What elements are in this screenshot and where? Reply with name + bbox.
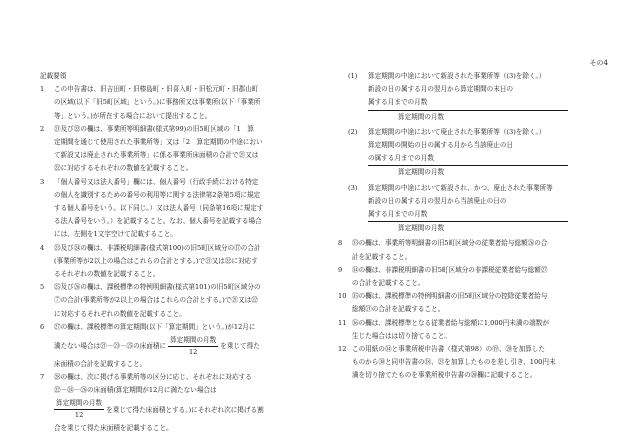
item-number: (1) (348, 72, 358, 80)
text-line: 算定期間の中途において新設された事業所等（(3)を除く。） (368, 72, 546, 80)
instruction-11 (338, 317, 593, 343)
fraction-denominator: 算定期間の月数 (398, 168, 445, 177)
instruction-7 (40, 371, 320, 435)
fraction-denominator: 12 (74, 411, 84, 420)
text-line: 満を切り捨てたものを事業所税申告書の㉘欄に記載すること。 (352, 371, 537, 380)
formula-line (54, 334, 320, 358)
text-line: には、左側を1文字空けて記載すること。 (54, 230, 177, 239)
text-line: 合を乗じて得た床面積を記載すること。 (54, 423, 173, 432)
text-line: 算定期間の中途において廃止された事業所等（(3)を除く。） (368, 127, 546, 136)
text-line: 計を記載すること。 (352, 252, 412, 261)
text-line: の属する月までの月数 (368, 154, 434, 163)
text-line: ㉗の欄は、課税標準の算定期間(以下「算定期間」という。)が12月に (54, 322, 256, 331)
fraction-denominator: 算定期間の月数 (398, 112, 445, 121)
fraction-numerator (368, 83, 568, 110)
fraction-denominator: 12 (188, 347, 198, 356)
fraction-numerator: 算定期間の月数 (168, 335, 218, 347)
text-line: 「個人番号又は法人番号」欄には、個人番号（行政手続における特定 (54, 177, 259, 186)
item-number: 12 (338, 345, 347, 354)
item-number: 10 (338, 292, 347, 301)
text-line: 属する月までの月数 (368, 98, 428, 107)
instruction-8 (338, 237, 593, 263)
formula-prefix: 満たない場合は㉑－㉓－㉕の床面積に (54, 342, 167, 351)
formula-line (54, 398, 320, 422)
fraction-numerator (368, 195, 568, 222)
text-line: 算定期間の開始の日の属する月から当該廃止の日 (368, 141, 514, 150)
item-number: 4 (40, 243, 45, 252)
text-line: ⑦の合計(事業所等が2以上の場合はこれらの合計とする。)で㉑又は㉒ (54, 296, 258, 305)
instruction-10 (338, 290, 593, 316)
fraction (54, 398, 104, 421)
ratio-case-3 (338, 182, 593, 236)
text-line: ㉑及び㉒の欄は、事業所等明細書(様式第99)の旧5町区域の「1 算 (54, 124, 254, 133)
text-line: ものから㉚と同申告書の⑱、㉑を加算したものを差し引き、100円未 (352, 358, 556, 367)
item-number: (2) (348, 127, 358, 136)
item-number: 1 (40, 85, 45, 94)
right-column (338, 70, 593, 383)
instruction-2 (40, 123, 320, 176)
fraction-denominator: 算定期間の月数 (398, 224, 445, 233)
item-number: 5 (40, 283, 45, 292)
formula-suffix: を乗じて得た (220, 342, 260, 351)
text-line: の合計を記載すること。 (352, 279, 425, 288)
text-line: て新設又は廃止された事業所等」に係る事業所床面積の合計で㉑又は (54, 151, 259, 160)
text-line: るそれぞれの数値を記載すること。 (54, 270, 160, 279)
page-number: その4 (589, 59, 608, 67)
text-line: ㉒に対応するそれぞれの数値を記載すること。 (54, 164, 193, 173)
text-line: ㉘の欄は、次に掲げる事業所等の区分に応じ、それぞれに対応する (54, 373, 252, 382)
text-line: る法人番号をいう。）を記載すること。なお、個人番号を記載する場合 (54, 217, 262, 226)
ratio-case-2 (338, 126, 593, 180)
text-line: 属する月までの月数 (368, 210, 428, 219)
text-line: する個人番号をいう。以下同じ。）又は法人番号（同条第16項に規定す (54, 204, 264, 213)
text-line: ㊱の欄は、課税標準となる従業者給与総額に1,000円未満の端数が (352, 318, 549, 327)
text-line: (事業所等が2以上の場合はこれらの合計とする。)で㉑又は㉒に対応す (54, 256, 258, 265)
formula-suffix: を乗じて得た床面積とする。)にそれぞれ次に掲げる割 (106, 405, 264, 414)
fraction-numerator (368, 139, 568, 166)
item-number: 8 (338, 239, 343, 248)
text-line: 新設の日の属する月の翌月から当該廃止の日の (368, 196, 507, 205)
item-number: 2 (40, 124, 45, 133)
instruction-3 (40, 176, 320, 242)
instruction-6 (40, 321, 320, 371)
instruction-4 (40, 242, 320, 282)
text-line: 生じた場合はは切り捨てること。 (352, 331, 451, 340)
instruction-9 (338, 264, 593, 290)
item-number: 7 (40, 373, 45, 382)
text-line: に対応するそれぞれの数値を記載すること。 (54, 309, 186, 318)
text-line: ㉟の欄は、課税標準の特例明細書の旧5町区域分の控除従業者給与 (352, 292, 548, 301)
item-number: (3) (348, 183, 358, 192)
text-line: ㉒－㉔－㉖の床面積(算定期間が12月に満たない場合は (54, 386, 217, 395)
left-column (40, 70, 320, 435)
text-line: 等」という。)が所在する場合において提出すること。 (54, 111, 212, 120)
instruction-5 (40, 281, 320, 321)
text-line: ㉞の欄は、非課税明細書の旧5町区域分の非課税従業者給与総額㉗ (352, 265, 548, 274)
text-line: この用紙の㉞と事業所税申告書（様式第98）の⑲、⑳を加算した (352, 345, 546, 354)
text-line: 総額㉑の合計を記載すること。 (352, 305, 445, 314)
instruction-12 (338, 343, 593, 383)
item-number: 11 (338, 318, 347, 327)
section-heading: 記載要領 (40, 72, 67, 80)
item-number: 3 (40, 177, 45, 186)
text-line: の個人を識別するための番号の利用等に関する法律第2条第5項に規定 (54, 190, 261, 199)
text-line: この申告書は、旧吉田町・旧榛島町・旧喜入町・旧松元町・旧郡山町 (54, 85, 259, 94)
text-line: ㉓及び㉔の欄は、非課税明細書(様式第100)の旧5町区域分の⑰の合計 (54, 243, 261, 252)
instruction-1 (40, 83, 320, 123)
text-line: の区域(以下「旧5町区域」という。)に事務所又は事業所(以下「事業所 (54, 98, 261, 107)
text-line: ㉕及び㉖の欄は、課税標準の特例明細書(様式第101)の旧5町区域分の (54, 283, 261, 292)
text-line: 床面積の合計を記載すること。 (54, 360, 147, 369)
text-line: 新設の日の属する月の翌月から算定期間の末日の (368, 85, 514, 94)
text-line: 定期間を通じて使用された事業所等」又は「2 算定期間の中途におい (54, 138, 263, 147)
item-number: 6 (40, 322, 45, 331)
ratio-case-1 (338, 70, 593, 124)
text-line: 算定期間の中途において新設され、かつ、廃止された事業所等 (368, 183, 553, 192)
item-number: 9 (338, 265, 343, 274)
text-line: ㉝の欄は、事業所等明細書の旧5町区域分の従業者給与総額㉖の合 (352, 239, 548, 248)
fraction-numerator: 算定期間の月数 (54, 398, 104, 410)
fraction (168, 335, 218, 358)
